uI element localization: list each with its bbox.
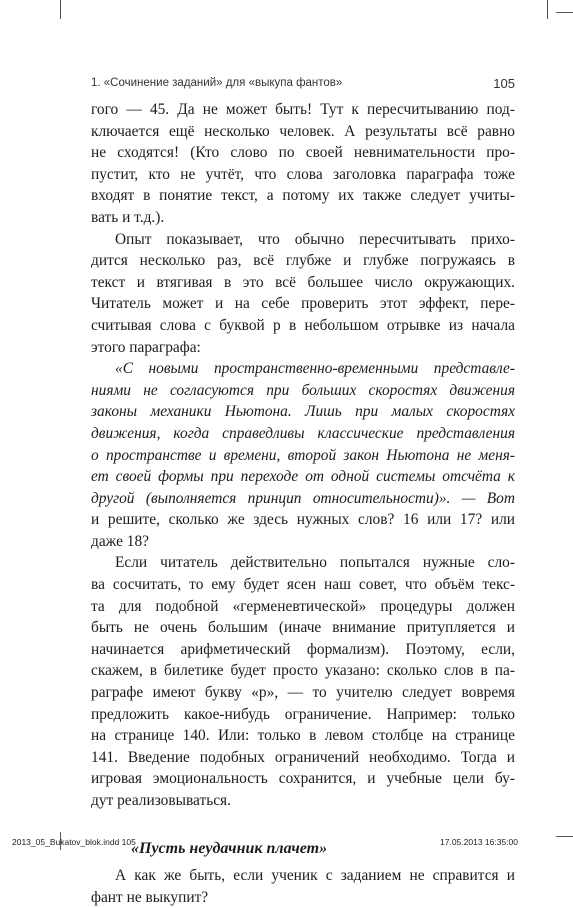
text-line: раграфе имеют букву «р», — то учителю следует вовремя	[91, 684, 515, 702]
text-line: не сходятся! (Кто слово по своей невнимательности про-	[91, 144, 515, 162]
text-line: о пространстве и времени, второй закон Ньютона не меня-	[91, 446, 515, 464]
text-line: Если читатель действительно попытался нужные сло-	[115, 554, 515, 572]
text-line: Читатель может и на себе проверить этот эффект, пере-	[91, 295, 515, 313]
page-body	[91, 99, 515, 908]
text-line: ключается ещё несколько человек. А результаты всё равно	[91, 122, 515, 140]
text-line: ва сосчитать, то ему будет ясен наш совет, что объём текс-	[91, 576, 515, 594]
section-spacer	[91, 812, 515, 838]
text-line: текст и втягивая в это всё большее число окружающих.	[91, 273, 515, 291]
text-line: скажем, в билетике будет просто указано: сколько слов в па-	[91, 662, 515, 680]
text-line: другой (выполняется принцип относительности)». — Вот	[91, 489, 515, 507]
text-line: та для подобной «герменевтической» процедуры должен	[91, 597, 515, 615]
text-line: входят в понятие текст, а потому их также следует учиты-	[91, 187, 515, 205]
text-line: дут реализовываться.	[91, 792, 231, 809]
text-line: на странице 140. Или: только в левом столбце на странице	[91, 727, 515, 745]
text-line: А как же быть, если ученик с заданием не справится и	[115, 867, 515, 885]
text-line: фант не выкупит?	[91, 888, 209, 906]
running-head-title: 1. «Сочинение заданий» для «выкупа фантов»	[91, 77, 343, 89]
text-line: Опыт показывает, что обычно пересчитывать прихо-	[115, 230, 515, 248]
text-line: законы механики Ньютона. Лишь при малых скоростях	[91, 403, 515, 421]
text-line: считывая слова с буквой р в небольшом отрывке из начала	[91, 316, 515, 334]
text-line: гого — 45. Да не может быть! Тут к пересчитыванию под-	[91, 101, 515, 118]
text-line: вать и т.д.).	[91, 208, 165, 226]
crop-mark	[556, 836, 573, 837]
text-line: ет своей формы при переходе от одной системы отсчёта к	[91, 468, 515, 486]
page-number: 105	[493, 76, 515, 91]
crop-mark	[60, 0, 61, 19]
crop-mark	[556, 12, 573, 13]
text-line: предложить какое-нибудь ограничение. Например: только	[91, 705, 515, 723]
text-line: игровая эмоциональность сохранится, и учебные цели бу-	[91, 770, 515, 788]
text-line: «С новыми пространственно-временными представле-	[115, 360, 515, 378]
text-line: дится несколько раз, всё глубже и глубже погружаясь в	[91, 252, 515, 270]
text-line: даже 18?	[91, 532, 149, 550]
text-line: начинается арифметический формализм). Поэтому, если,	[91, 640, 515, 658]
slug-file-name: 2013_05_Bukatov_blok.indd 105	[12, 837, 136, 847]
text-line: движения, когда справедливы классические представления	[91, 424, 515, 442]
text-line: пустит, кто не учтёт, что слова заголовка параграфа тоже	[91, 165, 515, 183]
text-line: ниями не согласуются при больших скоростях движения	[91, 381, 515, 399]
section-heading: «Пусть неудачник плачет»	[131, 839, 328, 857]
slug-datetime: 17.05.2013 16:35:00	[440, 837, 518, 847]
text-line: 141. Введение подобных ограничений необходимо. Тогда и	[91, 748, 515, 766]
text-line: быть не очень большим (иначе внимание притупляется и	[91, 619, 515, 637]
crop-mark	[547, 0, 548, 19]
text-line: этого параграфа:	[91, 338, 201, 356]
text-line: и решите, сколько же здесь нужных слов? 16 или 17? или	[91, 511, 515, 529]
